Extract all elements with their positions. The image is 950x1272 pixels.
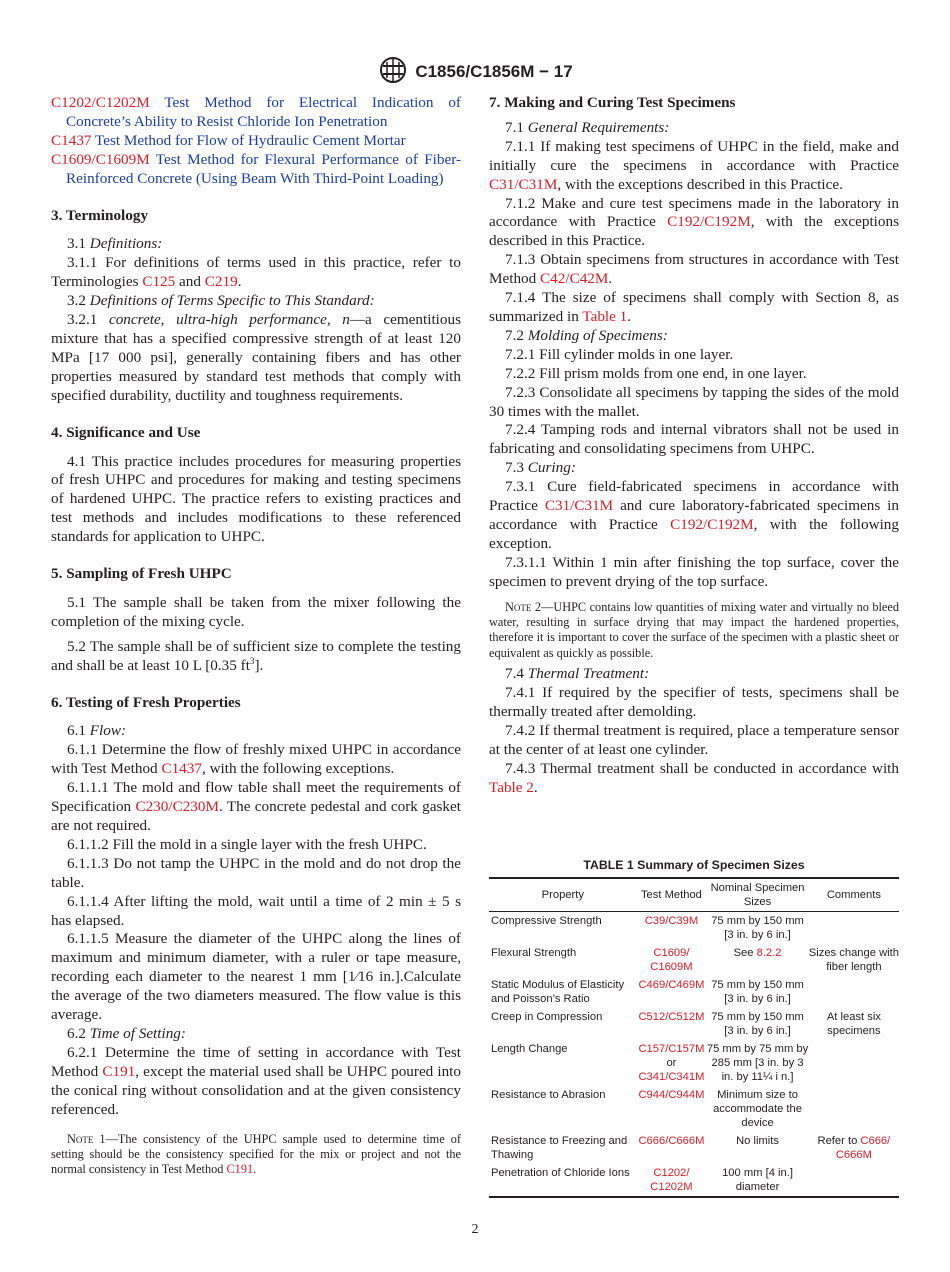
link-table-2[interactable]: Table 2 [489, 778, 534, 796]
section-6-heading: 6. Testing of Fresh Properties [51, 693, 241, 711]
para-6-1-1-4: 6.1.1.4 After lifting the mold, wait until a time of 2 min ± 5 s has elapsed. [51, 892, 461, 929]
col-header-comments: Comments [809, 878, 899, 912]
table-row: Creep in Compression C512/C512M 75 mm by 150 mm [3 in. by 6 in.] At least six specimens [489, 1008, 899, 1040]
link-c31[interactable]: C31/C31M [544, 497, 614, 515]
para-6-1: 6.1 Flow: [67, 722, 127, 740]
link-c31[interactable]: C31/C31M [489, 175, 558, 193]
para-5-2: 5.2 The sample shall be of sufficient size to complete the testing and shall be at least 10 L [0.35 $ft^3$]. [51, 637, 461, 674]
link-c219[interactable]: C219 [204, 273, 238, 291]
table-row: Penetration of Chloride Ions C1202/ C1202M 100 mm [4 in.] diameter [489, 1164, 899, 1197]
para-7-2-3: 7.2.3 Consolidate all specimens by tapping the sides of the mold 30 times with the mallet. [489, 383, 899, 420]
para-7-4-3: 7.4.3 Thermal treatment shall be conducted in accordance with Table 2. [489, 759, 899, 796]
astm-logo-icon [377, 56, 409, 89]
link-c1437[interactable]: C1437 [161, 760, 202, 778]
para-7-2-1: 7.2.1 Fill cylinder molds in one layer. [505, 345, 734, 363]
link-c666[interactable]: C666/C666M [638, 1135, 705, 1147]
para-6-1-1-1: 6.1.1.1 The mold and flow table shall meet the requirements of Specification C230/C230M. The concrete pedestal and cork gasket are not required. [51, 779, 461, 834]
section-7-heading: 7. Making and Curing Test Specimens [489, 94, 736, 111]
table-row: Resistance to Abrasion C944/C944M Minimum size to accommodate the device [489, 1086, 899, 1132]
para-3-2-1: 3.2.1 concrete, ultra-high performance, n—a cementitious mixture that has a specified compressive strength of at least 120 MPa [17 000 psi], generally containing fibers and has other properties measured by standard test methods that comply with specified durability, ductility and toughness requirements. [51, 311, 461, 404]
link-c157[interactable]: C157/C157M [638, 1043, 705, 1055]
para-7-4-2: 7.4.2 If thermal treatment is required, place a temperature sensor at the center of at least one cylinder. [489, 721, 899, 758]
link-c192[interactable]: C192/C192M [667, 213, 751, 231]
para-7-2-2: 7.2.2 Fill prism molds from one end, in one layer. [505, 364, 807, 382]
section-5-heading: 5. Sampling of Fresh UHPC [51, 565, 232, 583]
note-1: Note 1—The consistency of the UHPC sample used to determine time of setting should be the consistency specified for the mix or project and not the normal consistency in Test Method C191. [51, 1131, 461, 1177]
note-2: Note 2—UHPC contains low quantities of mixing water and virtually no bleed water, resulting in surface drying that may impact the hardened properties, therefore it is important to cover the surface of the specimen with a plastic sheet or equivalent as quickly as possible. [489, 599, 899, 660]
section-3-heading: 3. Terminology [51, 206, 149, 224]
para-6-1-1-5: 6.1.1.5 Measure the diameter of the UHPC along the lines of maximum and minimum diameter, with a ruler or tape measure, recording each diameter to the nearest 1 mm [1⁄16 in.].Calculate the average of the two diameters measured. The flow value is this average. [51, 930, 461, 1024]
link-8-2-2[interactable]: 8.2.2 [756, 947, 782, 959]
col-header-property: Property [489, 878, 637, 912]
page-header [0, 56, 950, 89]
reference-c1202 [51, 94, 461, 132]
link-c191[interactable]: C191 [226, 1162, 254, 1177]
right-column [489, 94, 899, 798]
link-c341[interactable]: C341/C341M [638, 1071, 705, 1083]
link-table-1[interactable]: Table 1 [582, 307, 628, 325]
link-c230[interactable]: C230/C230M [135, 798, 219, 816]
table-row: Static Modulus of Elasticity and Poisson’s Ratio C469/C469M 75 mm by 150 mm [3 in. by 6 in.] [489, 976, 899, 1008]
para-6-1-1-3: 6.1.1.3 Do not tamp the UHPC in the mold and do not drop the table. [51, 854, 461, 891]
link-c191[interactable]: C191 [102, 1062, 136, 1080]
para-7-4: 7.4 Thermal Treatment: [505, 665, 650, 683]
col-header-sizes: Nominal Specimen Sizes [706, 878, 809, 912]
link-c39[interactable]: C39/C39M [644, 915, 699, 927]
link-c944[interactable]: C944/C944M [638, 1089, 705, 1101]
para-7-3-1: 7.3.1 Cure field-fabricated specimens in accordance with Practice C31/C31M and cure laboratory-fabricated specimens in accordance with Practice C192/C192M, with the following exception. [489, 478, 899, 552]
link-c512[interactable]: C512/C512M [638, 1011, 705, 1023]
para-6-1-1-2: 6.1.1.2 Fill the mold in a single layer with the fresh UHPC. [67, 835, 427, 853]
para-7-1-4: 7.1.4 The size of specimens shall comply with Section 8, as summarized in Table 1. [489, 289, 899, 325]
reference-text[interactable]: Test Method for Electrical Indication of Concrete’s Ability to Resist Chloride Ion Penetration [66, 94, 461, 130]
para-7-1-3: 7.1.3 Obtain specimens from structures in accordance with Test Method C42/C42M. [489, 251, 899, 288]
standard-designation: C1856/C1856M − 17 [415, 61, 573, 81]
table-row: Length Change C157/C157M or C341/C341M 75 mm by 75 mm by 285 mm [3 in. by 3 in. by 11¼ i n.] [491, 1043, 809, 1083]
table-row: Resistance to Freezing and Thawing C666/C666M No limits Refer to C666/ C666M [489, 1132, 899, 1164]
table-row: Compressive Strength C39/C39M 75 mm by 150 mm [3 in. by 6 in.] [489, 912, 899, 945]
table-1 [489, 858, 899, 1198]
para-7-1-2: 7.1.2 Make and cure test specimens made in the laboratory in accordance with Practice C192/C192M, with the exceptions described in this Practice. [489, 194, 899, 250]
para-6-2: 6.2 Time of Setting: [67, 1024, 186, 1042]
section-4-heading: 4. Significance and Use [51, 423, 201, 441]
para-7-3-1-1: 7.3.1.1 Within 1 min after finishing the top surface, cover the specimen to prevent drying of the top surface. [489, 553, 899, 590]
link-c125[interactable]: C125 [142, 273, 176, 291]
link-c1202[interactable]: C1202/ C1202M [637, 1164, 707, 1197]
link-c1609[interactable]: C1609/ C1609M [650, 947, 693, 973]
para-6-1-1: 6.1.1 Determine the flow of freshly mixed UHPC in accordance with Test Method C1437, with the following exceptions. [51, 741, 461, 778]
link-c1609[interactable]: C1609/C1609M [51, 150, 150, 168]
para-4-1: 4.1 This practice includes procedures for measuring properties of fresh UHPC and procedures for making and testing specimens of hardened UHPC. The practice refers to existing practices and test methods and includes modifications to these referenced standards for application to UHPC. [51, 452, 461, 546]
para-3-1-1: 3.1.1 For definitions of terms used in this practice, refer to Terminologies C125 and C219. [51, 254, 461, 291]
page-number: 2 [471, 1222, 479, 1237]
reference-c1609 [51, 151, 461, 189]
para-7-1: 7.1 General Requirements: [505, 118, 670, 136]
reference-text[interactable]: Test Method for Flexural Performance of Fiber-Reinforced Concrete (Using Beam With Third-Point Loading) [66, 150, 462, 187]
para-5-1: 5.1 The sample shall be taken from the mixer following the completion of the mixing cycle. [51, 593, 461, 630]
para-3-2: 3.2 Definitions of Terms Specific to This Standard: [67, 292, 375, 310]
table-caption: TABLE 1 Summary of Specimen Sizes [583, 858, 805, 872]
para-7-3: 7.3 Curing: [505, 459, 576, 477]
link-c469[interactable]: C469/C469M [638, 979, 705, 991]
link-c666[interactable]: C666/ C666M [835, 1135, 891, 1161]
col-header-test-method: Test Method [637, 878, 707, 912]
link-c42[interactable]: C42/C42M [540, 270, 609, 288]
para-7-2: 7.2 Molding of Specimens: [505, 326, 668, 344]
reference-c1437 [51, 132, 461, 151]
para-3-1: 3.1 Definitions: [67, 235, 163, 253]
para-6-2-1: 6.2.1 Determine the time of setting in accordance with Test Method C191, except the material used shall be UHPC poured into the conical ring without consolidation and at the given consistency referenced. [51, 1043, 461, 1118]
reference-text[interactable]: Test Method for Flow of Hydraulic Cement Mortar [95, 131, 406, 149]
specimen-sizes-table [489, 877, 899, 1198]
link-c192[interactable]: C192/C192M [670, 515, 754, 533]
link-c1202[interactable]: C1202/C1202M [51, 94, 150, 111]
para-7-2-4: 7.2.4 Tamping rods and internal vibrators shall not be used in fabricating and consolidating specimens from UHPC. [489, 421, 899, 458]
link-c1437[interactable]: C1437 [51, 131, 92, 149]
para-7-1-1: 7.1.1 If making test specimens of UHPC in the field, make and initially cure the specimens in accordance with Practice C31/C31M, with the exceptions described in this Practice. [489, 137, 899, 193]
para-7-4-1: 7.4.1 If required by the specifier of tests, specimens shall be thermally treated after demolding. [489, 684, 899, 720]
left-column [51, 94, 461, 1178]
table-row: Flexural Strength C1609/ C1609M See 8.2.2 Sizes change with fiber length [489, 944, 899, 976]
